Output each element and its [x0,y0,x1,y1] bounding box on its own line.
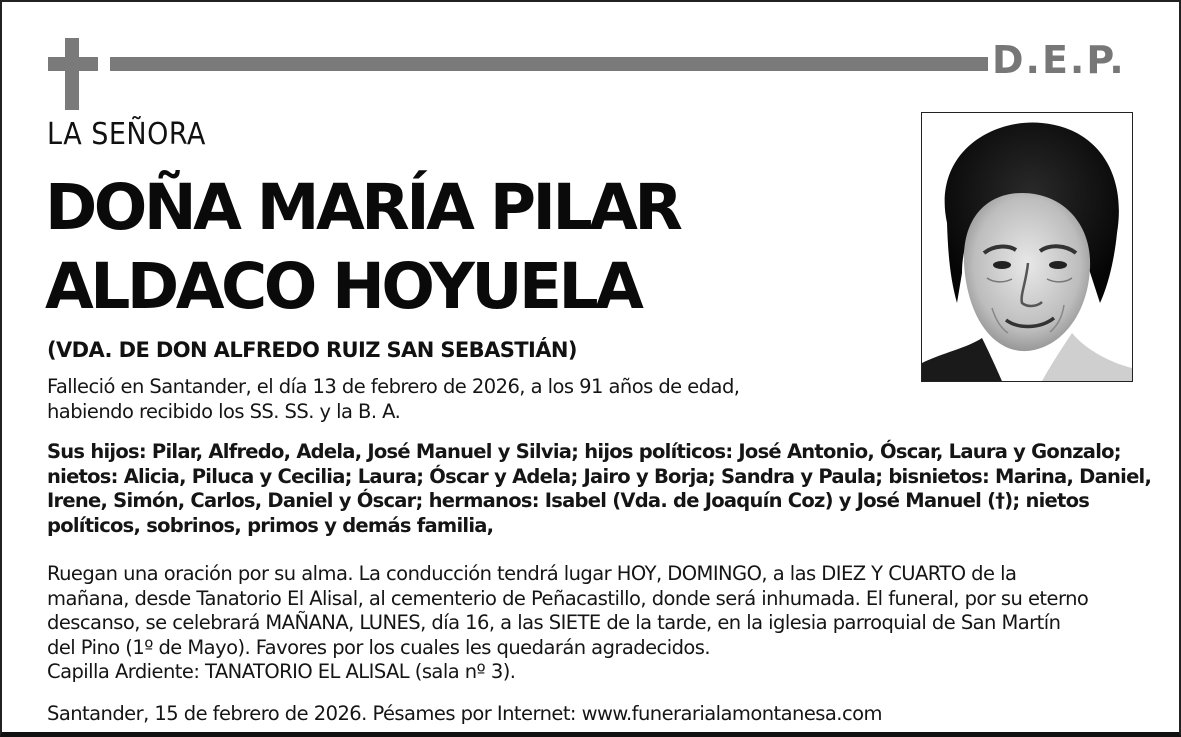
ceremony-line-1: Ruegan una oración por su alma. La conducción tendrá lugar HOY, DOMINGO, a las DIEZ Y CUARTO de la [47,562,1017,585]
death-notice-line-1: Falleció en Santander, el día 13 de febrero de 2026, a los 91 años de edad, [47,375,740,398]
family-list [47,440,1151,538]
family-line-4: políticos, sobrinos, primos y demás familia, [47,513,494,537]
deceased-name [45,168,679,326]
cross-vertical-bar [65,38,79,110]
portrait-illustration [922,113,1132,381]
honorific: LA SEÑORA [47,117,206,152]
ceremony-details [47,562,1088,685]
family-line-1: Sus hijos: Pilar, Alfredo, Adela, José Manuel y Silvia; hijos políticos: José Antonio, Óscar, Laura y Gonzalo; [47,440,1121,463]
ceremony-line-2: mañana, desde Tanatorio El Alisal, al cementerio de Peñacastillo, donde será inhumada. El funeral, por su eterno [47,586,1089,610]
widow-of: (VDA. DE DON ALFREDO RUIZ SAN SEBASTIÁN) [47,338,577,362]
family-line-3: Irene, Simón, Carlos, Daniel y Óscar; hermanos: Isabel (Vda. de Joaquín Coz) y José Manuel (†); nietos [47,489,1090,512]
ceremony-line-5: Capilla Ardiente: TANATORIO EL ALISAL (sala nº 3). [47,660,516,683]
dep-label: D.E.P. [992,38,1126,82]
name-line-1: DOÑA MARÍA PILAR [45,171,680,244]
portrait-photo [921,112,1133,382]
footer-line: Santander, 15 de febrero de 2026. Pésames por Internet: www.funerarialamontanesa.com [47,702,882,725]
ceremony-line-4: del Pino (1º de Mayo). Favores por los cuales les quedarán agradecidos. [47,635,711,659]
name-line-2: ALDACO HOYUELA [45,250,641,323]
family-line-2: nietos: Alicia, Piluca y Cecilia; Laura; Óscar y Adela; Jairo y Borja; Sandra y Paula; bisnietos: Marina, Daniel, [47,464,1152,488]
death-notice-line-2: habiendo recibido los SS. SS. y la B. A. [47,399,401,423]
ceremony-line-3: descanso, se celebrará MAÑANA, LUNES, día 16, a las SIETE de la tarde, en la iglesia parroquial de San Martín [47,611,1061,634]
death-notice [47,375,739,424]
header-rule [110,57,988,71]
cross-horizontal-bar [48,57,98,71]
